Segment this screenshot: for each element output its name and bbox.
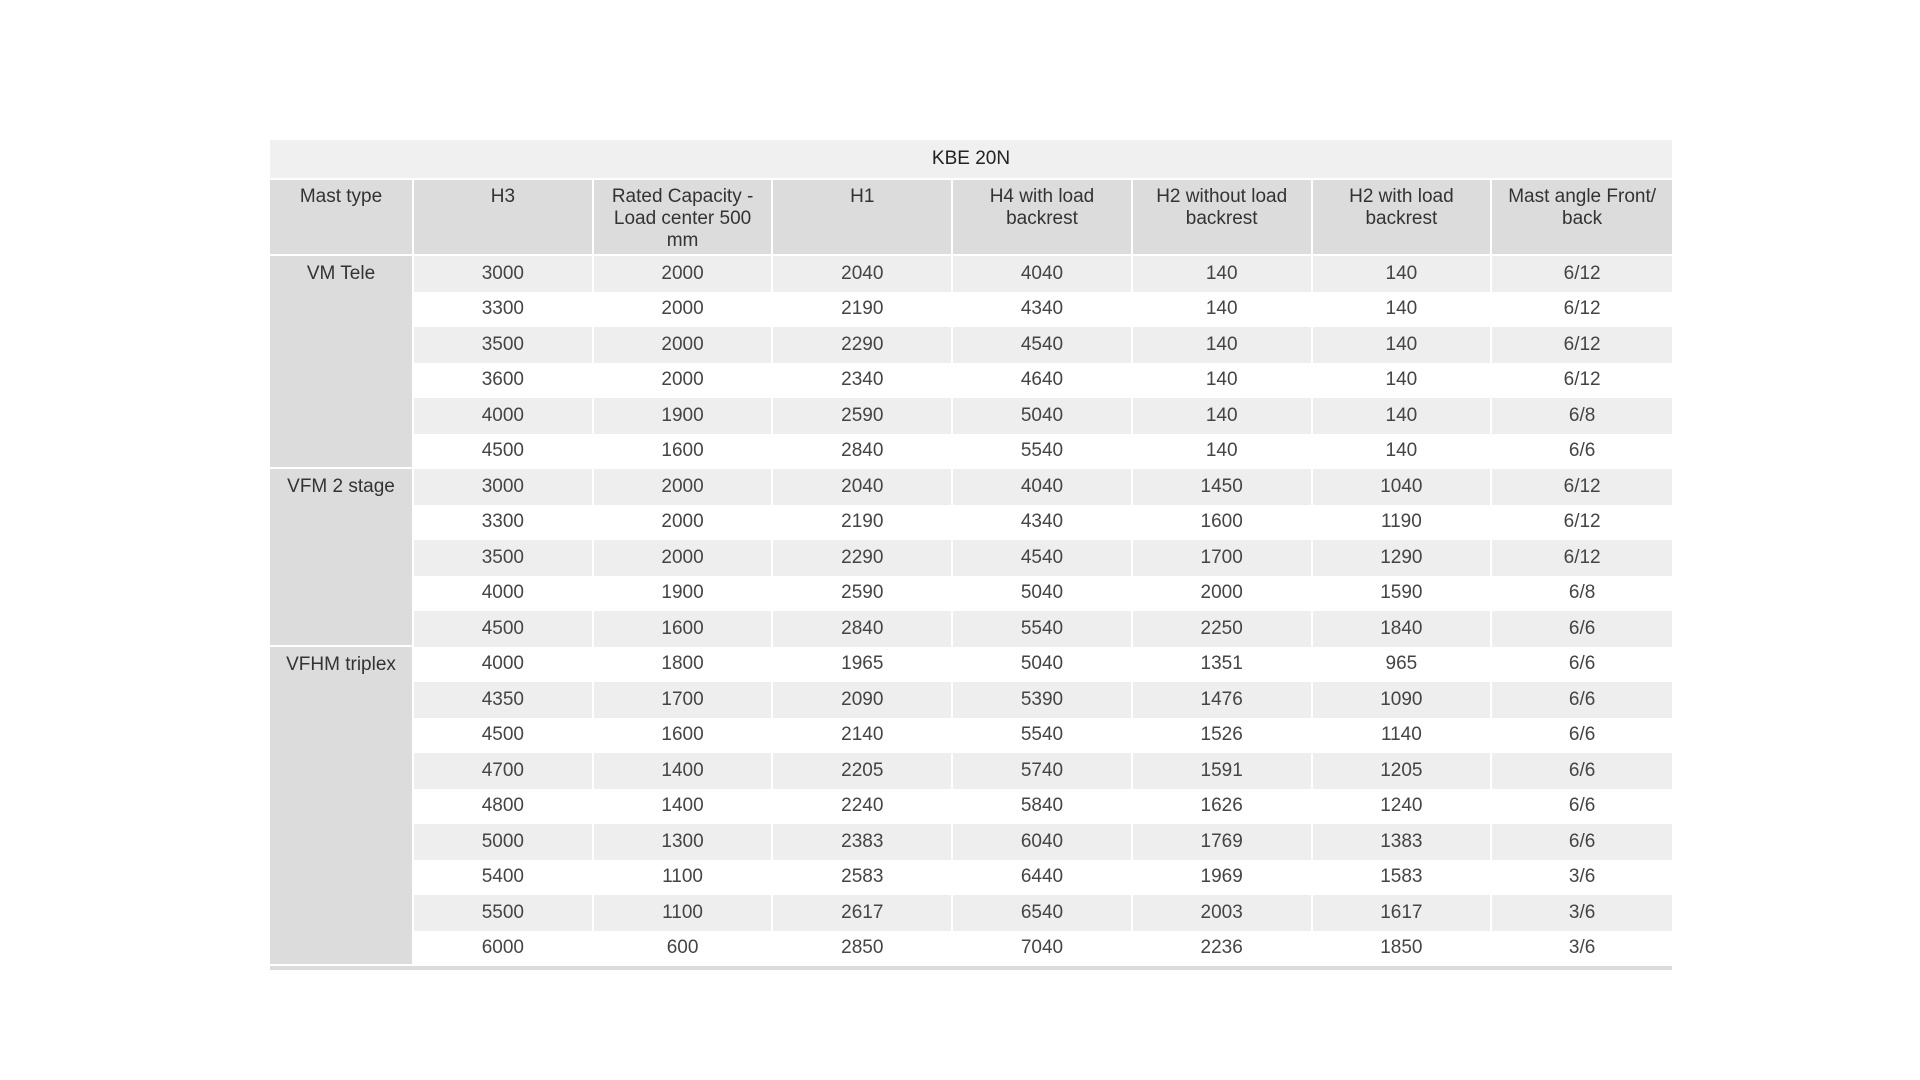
table-cell: 1600: [594, 611, 774, 647]
header-h3: H3: [414, 180, 594, 256]
table-cell: 6/12: [1492, 292, 1672, 328]
table-cell: 1600: [1133, 505, 1313, 541]
table-cell: 2000: [594, 292, 774, 328]
table-cell: 2840: [773, 434, 953, 470]
table-cell: 5000: [414, 824, 594, 860]
table-cell: 5540: [953, 434, 1133, 470]
mast-type-cell: VM Tele: [270, 256, 414, 469]
table-row: [270, 540, 1672, 576]
table-row: [270, 682, 1672, 718]
table-cell: 2000: [1133, 576, 1313, 612]
table-row: [270, 292, 1672, 328]
table-cell: 5040: [953, 398, 1133, 434]
table-cell: 3300: [414, 292, 594, 328]
table-row: [270, 327, 1672, 363]
table-cell: 6/6: [1492, 824, 1672, 860]
table-cell: 1100: [594, 895, 774, 931]
table-cell: 7040: [953, 931, 1133, 967]
header-h1: H1: [773, 180, 953, 256]
table-cell: 2090: [773, 682, 953, 718]
table-cell: 4500: [414, 611, 594, 647]
table-cell: 2290: [773, 327, 953, 363]
table-cell: 5840: [953, 789, 1133, 825]
table-cell: 1240: [1313, 789, 1493, 825]
table-cell: 140: [1313, 327, 1493, 363]
table-cell: 1351: [1133, 647, 1313, 683]
table-cell: 3000: [414, 469, 594, 505]
header-mast-type: Mast type: [270, 180, 414, 256]
table-cell: 2617: [773, 895, 953, 931]
table-cell: 1900: [594, 576, 774, 612]
table-cell: 1965: [773, 647, 953, 683]
table-cell: 1450: [1133, 469, 1313, 505]
table-cell: 2190: [773, 505, 953, 541]
table-cell: 3000: [414, 256, 594, 292]
table-cell: 1626: [1133, 789, 1313, 825]
table-cell: 6440: [953, 860, 1133, 896]
table-cell: 140: [1313, 256, 1493, 292]
table-cell: 5540: [953, 718, 1133, 754]
table-cell: 140: [1133, 398, 1313, 434]
table-cell: 3600: [414, 363, 594, 399]
table-cell: 140: [1133, 363, 1313, 399]
table-cell: 3500: [414, 327, 594, 363]
table-row: [270, 576, 1672, 612]
table-cell: 4000: [414, 398, 594, 434]
table-cell: 1140: [1313, 718, 1493, 754]
table-row: [270, 434, 1672, 470]
table-cell: 2290: [773, 540, 953, 576]
table-row: [270, 256, 1672, 292]
table-cell: 6000: [414, 931, 594, 967]
table-row: [270, 469, 1672, 505]
mast-spec-table: [270, 140, 1672, 970]
table-cell: 140: [1133, 327, 1313, 363]
table-cell: 6/6: [1492, 434, 1672, 470]
mast-type-cell: VFHM triplex: [270, 647, 414, 967]
table-cell: 4540: [953, 327, 1133, 363]
table-cell: 1400: [594, 789, 774, 825]
table-cell: 2250: [1133, 611, 1313, 647]
table-row: [270, 860, 1672, 896]
table-cell: 1583: [1313, 860, 1493, 896]
table-cell: 2000: [594, 327, 774, 363]
table-cell: 2590: [773, 576, 953, 612]
table-cell: 4700: [414, 753, 594, 789]
table-cell: 6540: [953, 895, 1133, 931]
table-cell: 6/6: [1492, 753, 1672, 789]
table-cell: 6/8: [1492, 398, 1672, 434]
table-cell: 5540: [953, 611, 1133, 647]
table-cell: 1850: [1313, 931, 1493, 967]
table-cell: 6040: [953, 824, 1133, 860]
header-h2-with-backrest: H2 with load backrest: [1313, 180, 1493, 256]
table-cell: 3300: [414, 505, 594, 541]
table-row: [270, 398, 1672, 434]
table-cell: 2040: [773, 256, 953, 292]
table-cell: 6/12: [1492, 469, 1672, 505]
table-cell: 1900: [594, 398, 774, 434]
table-cell: 1300: [594, 824, 774, 860]
table-cell: 2583: [773, 860, 953, 896]
table-cell: 1190: [1313, 505, 1493, 541]
table-cell: 1290: [1313, 540, 1493, 576]
table-cell: 2000: [594, 363, 774, 399]
header-rated-capacity: Rated Capacity - Load center 500 mm: [594, 180, 774, 256]
table-cell: 1205: [1313, 753, 1493, 789]
table-row: [270, 647, 1672, 683]
table-cell: 4340: [953, 292, 1133, 328]
table-cell: 1400: [594, 753, 774, 789]
table-cell: 2840: [773, 611, 953, 647]
table-cell: 4040: [953, 469, 1133, 505]
table-cell: 1840: [1313, 611, 1493, 647]
table-cell: 4640: [953, 363, 1133, 399]
table-cell: 6/8: [1492, 576, 1672, 612]
table-cell: 4500: [414, 434, 594, 470]
table-cell: 1969: [1133, 860, 1313, 896]
table-cell: 5740: [953, 753, 1133, 789]
table-cell: 6/12: [1492, 505, 1672, 541]
table-cell: 6/6: [1492, 682, 1672, 718]
table-cell: 6/12: [1492, 327, 1672, 363]
table-cell: 140: [1133, 434, 1313, 470]
table-cell: 1617: [1313, 895, 1493, 931]
table-cell: 1591: [1133, 753, 1313, 789]
table-row: [270, 363, 1672, 399]
table-cell: 1700: [1133, 540, 1313, 576]
table-cell: 2000: [594, 256, 774, 292]
table-cell: 5040: [953, 647, 1133, 683]
table-cell: 2000: [594, 505, 774, 541]
table-cell: 1600: [594, 718, 774, 754]
table-row: [270, 753, 1672, 789]
table-cell: 1600: [594, 434, 774, 470]
table-cell: 4500: [414, 718, 594, 754]
table-cell: 6/6: [1492, 647, 1672, 683]
table-cell: 1769: [1133, 824, 1313, 860]
table-cell: 1383: [1313, 824, 1493, 860]
table-cell: 1590: [1313, 576, 1493, 612]
table-cell: 140: [1133, 256, 1313, 292]
table-cell: 2236: [1133, 931, 1313, 967]
table-cell: 140: [1133, 292, 1313, 328]
table-cell: 6/12: [1492, 363, 1672, 399]
table-cell: 4350: [414, 682, 594, 718]
table-cell: 6/12: [1492, 256, 1672, 292]
table-row: [270, 931, 1672, 967]
table-cell: 2003: [1133, 895, 1313, 931]
table-cell: 1040: [1313, 469, 1493, 505]
table-cell: 5500: [414, 895, 594, 931]
table-row: [270, 789, 1672, 825]
table-cell: 1700: [594, 682, 774, 718]
table-cell: 6/6: [1492, 718, 1672, 754]
table-cell: 140: [1313, 398, 1493, 434]
header-h4-with-backrest: H4 with load backrest: [953, 180, 1133, 256]
table-row: [270, 718, 1672, 754]
table-cell: 2340: [773, 363, 953, 399]
table-cell: 2040: [773, 469, 953, 505]
table-cell: 2590: [773, 398, 953, 434]
table-cell: 2205: [773, 753, 953, 789]
table-cell: 3/6: [1492, 931, 1672, 967]
table-cell: 6/12: [1492, 540, 1672, 576]
table-cell: 1476: [1133, 682, 1313, 718]
table-cell: 5040: [953, 576, 1133, 612]
table-cell: 4000: [414, 647, 594, 683]
table-cell: 5400: [414, 860, 594, 896]
table-cell: 1800: [594, 647, 774, 683]
table-cell: 3/6: [1492, 860, 1672, 896]
table-row: [270, 895, 1672, 931]
table-cell: 4540: [953, 540, 1133, 576]
mast-type-cell: VFM 2 stage: [270, 469, 414, 647]
table-cell: 2383: [773, 824, 953, 860]
table-cell: 4340: [953, 505, 1133, 541]
table-title: KBE 20N: [270, 140, 1672, 180]
table-cell: 600: [594, 931, 774, 967]
table-cell: 4800: [414, 789, 594, 825]
table-title-row: [270, 140, 1672, 180]
table-cell: 4000: [414, 576, 594, 612]
table-cell: 2190: [773, 292, 953, 328]
table-cell: 2000: [594, 540, 774, 576]
table-row: [270, 611, 1672, 647]
table-cell: 2240: [773, 789, 953, 825]
table-row: [270, 505, 1672, 541]
table-header-row: [270, 180, 1672, 256]
table-cell: 2850: [773, 931, 953, 967]
table-cell: 1100: [594, 860, 774, 896]
table-cell: 4040: [953, 256, 1133, 292]
table-cell: 6/6: [1492, 789, 1672, 825]
table-cell: 3/6: [1492, 895, 1672, 931]
table-cell: 140: [1313, 434, 1493, 470]
table-cell: 965: [1313, 647, 1493, 683]
table-row: [270, 824, 1672, 860]
table-body: [270, 256, 1672, 966]
header-h2-without-backrest: H2 without load backrest: [1133, 180, 1313, 256]
table-cell: 5390: [953, 682, 1133, 718]
table-cell: 140: [1313, 363, 1493, 399]
table-cell: 3500: [414, 540, 594, 576]
table-cell: 140: [1313, 292, 1493, 328]
table-cell: 6/6: [1492, 611, 1672, 647]
table-cell: 1526: [1133, 718, 1313, 754]
table-cell: 1090: [1313, 682, 1493, 718]
header-mast-angle: Mast angle Front/ back: [1492, 180, 1672, 256]
table-cell: 2000: [594, 469, 774, 505]
table-cell: 2140: [773, 718, 953, 754]
